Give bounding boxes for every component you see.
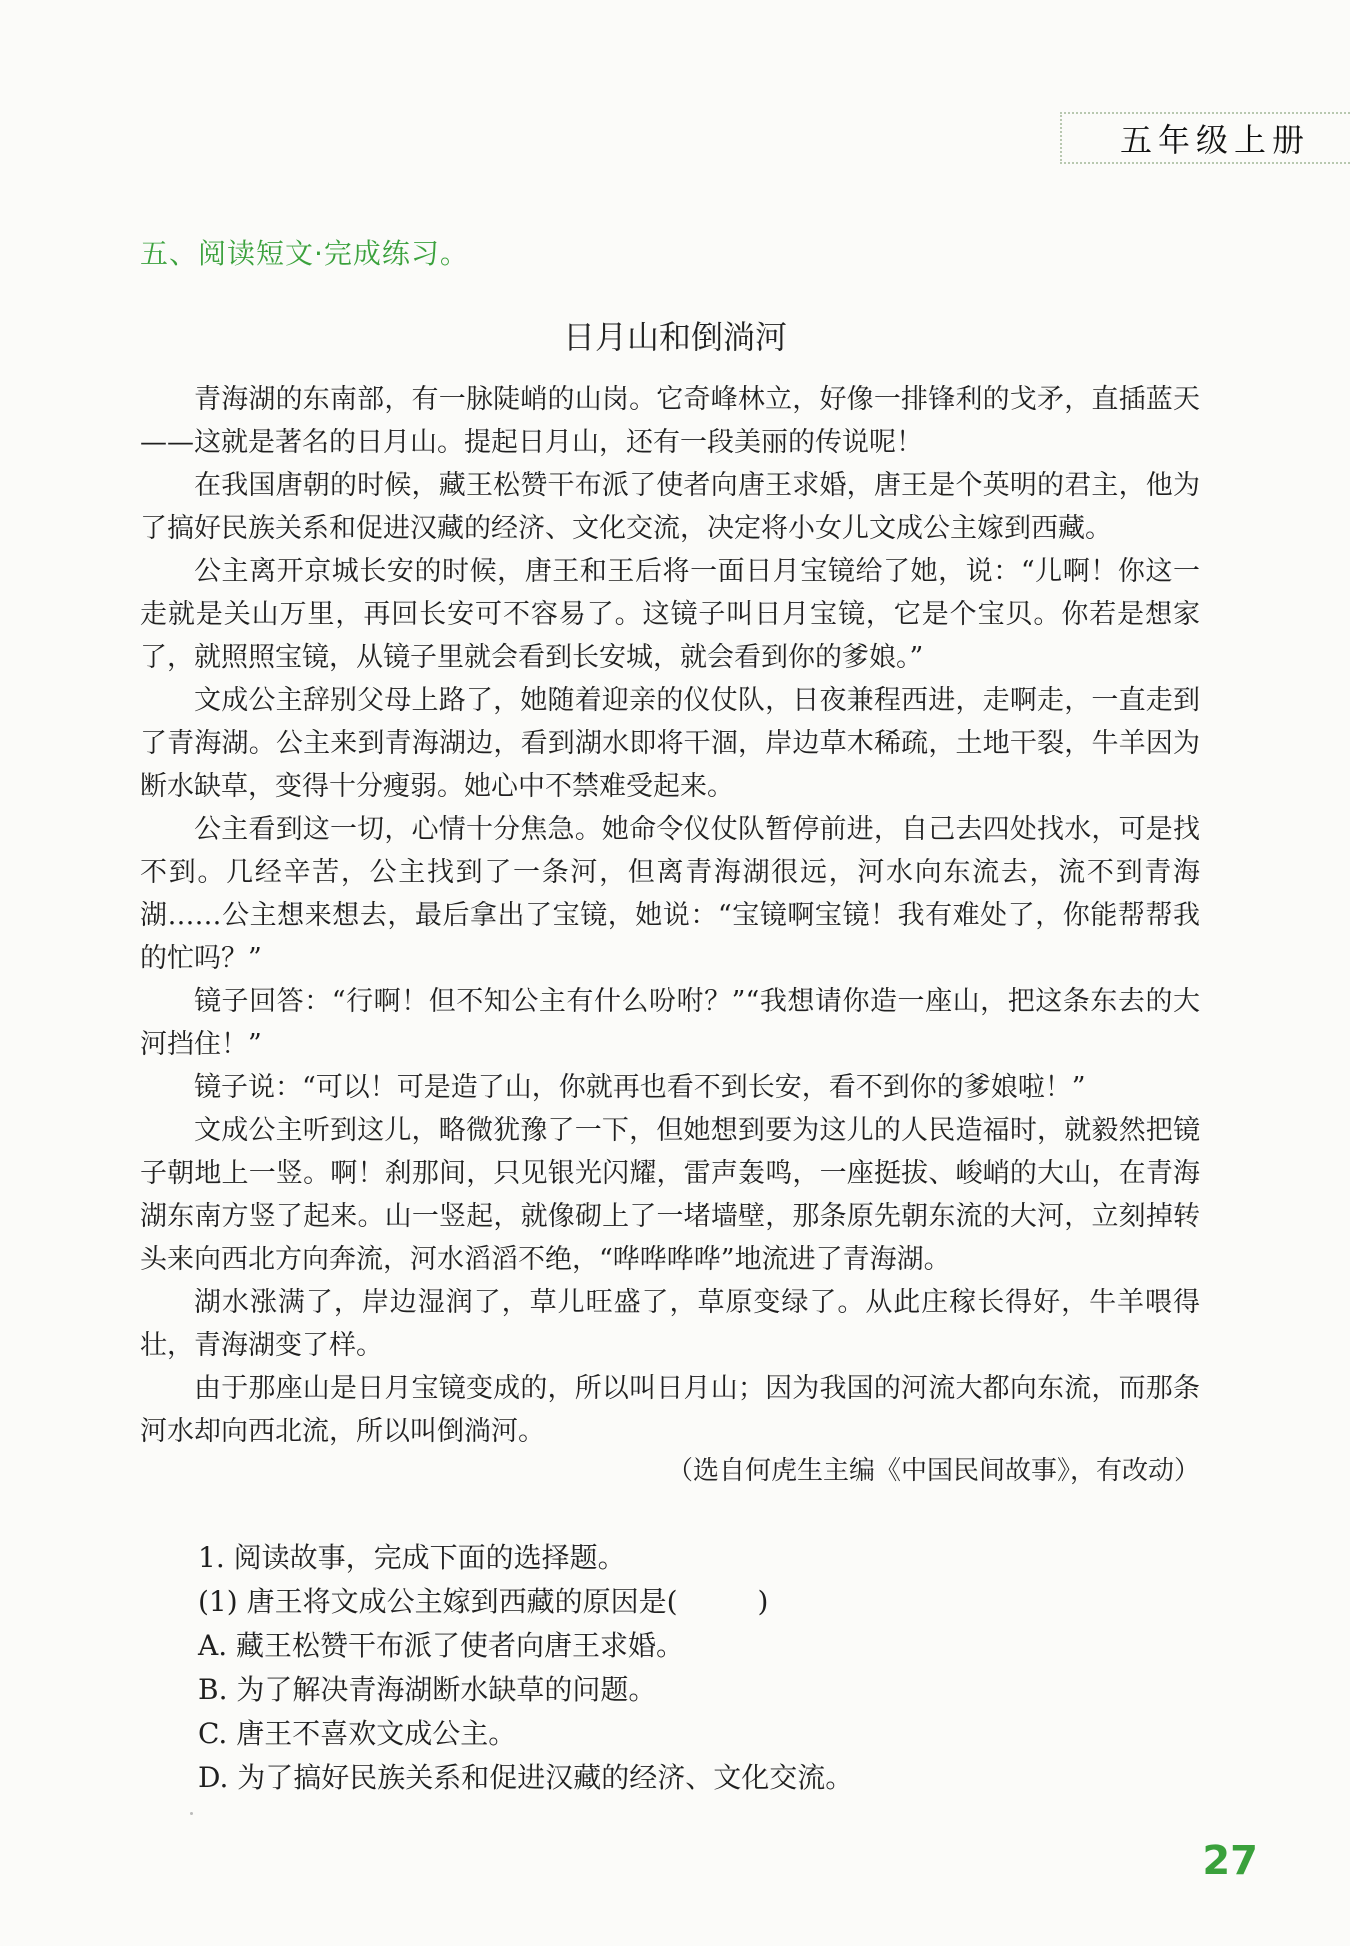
option-a: A. 藏王松赞干布派了使者向唐王求婚。 [198, 1629, 685, 1662]
story-paragraph: 镜子回答：“行啊！但不知公主有什么吩咐？”“我想请你造一座山，把这条东去的大河挡住！” [140, 986, 1200, 1060]
story-title: 日月山和倒淌河 [562, 318, 787, 356]
option-d: D. 为了搞好民族关系和促进汉藏的经济、文化交流。 [198, 1761, 854, 1794]
story-source: （选自何虎生主编《中国民间故事》，有改动） [666, 1456, 1200, 1486]
question-1: 1. 阅读故事，完成下面的选择题。 [198, 1541, 626, 1574]
section-title: 五、阅读短文·完成练习。 [140, 237, 469, 270]
story-paragraph: 文成公主听到这儿，略微犹豫了一下，但她想到要为这儿的人民造福时，就毅然把镜子朝地上一竖。啊！刹那间，只见银光闪耀，雷声轰鸣，一座挺拔、峻峭的大山，在青海湖东南方竖了起来。山一竖起，就像砌上了一堵墙壁，那条原先朝东流的大河，立刻掉转头来向西北方向奔流，河水滔滔不绝，“哗哗哗哗”地流进了青海湖。 [140, 1115, 1200, 1275]
story-paragraph: 青海湖的东南部，有一脉陡峭的山岗。它奇峰林立，好像一排锋利的戈矛，直插蓝天——这就是著名的日月山。提起日月山，还有一段美丽的传说呢！ [140, 384, 1200, 458]
question-1-1 [198, 1580, 1198, 1624]
story-paragraph: 文成公主辞别父母上路了，她随着迎亲的仪仗队，日夜兼程西进，走啊走，一直走到了青海湖。公主来到青海湖边，看到湖水即将干涸，岸边草木稀疏，土地干裂，牛羊因为断水缺草，变得十分瘦弱。她心中不禁难受起来。 [140, 685, 1200, 802]
grade-label: 五年级上册 [1060, 112, 1350, 164]
questions [198, 1536, 1198, 1800]
question-1-1-text: (1) 唐王将文成公主嫁到西藏的原因是( [198, 1585, 678, 1618]
option-b: B. 为了解决青海湖断水缺草的问题。 [198, 1673, 657, 1706]
story-paragraph: 由于那座山是日月宝镜变成的，所以叫日月山；因为我国的河流大都向东流，而那条河水却向西北流，所以叫倒淌河。 [140, 1373, 1200, 1447]
story-paragraph: 公主离开京城长安的时候，唐王和王后将一面日月宝镜给了她，说：“儿啊！你这一走就是关山万里，再回长安可不容易了。这镜子叫日月宝镜，它是个宝贝。你若是想家了，就照照宝镜，从镜子里就会看到长安城，就会看到你的爹娘。” [140, 556, 1200, 673]
story-paragraph: 在我国唐朝的时候，藏王松赞干布派了使者向唐王求婚，唐王是个英明的君主，他为了搞好民族关系和促进汉藏的经济、文化交流，决定将小女儿文成公主嫁到西藏。 [140, 470, 1200, 544]
story-paragraph: 湖水涨满了，岸边湿润了，草儿旺盛了，草原变绿了。从此庄稼长得好，牛羊喂得壮，青海湖变了样。 [140, 1287, 1200, 1361]
option-c: C. 唐王不喜欢文成公主。 [198, 1717, 517, 1750]
story-body [140, 378, 1200, 1453]
scan-dot [190, 1812, 193, 1815]
page-number: 27 [1202, 1838, 1258, 1884]
story-paragraph: 镜子说：“可以！可是造了山，你就再也看不到长安，看不到你的爹娘啦！” [194, 1072, 1086, 1103]
story-paragraph: 公主看到这一切，心情十分焦急。她命令仪仗队暂停前进，自己去四处找水，可是找不到。几经辛苦，公主找到了一条河，但离青海湖很远，河水向东流去，流不到青海湖……公主想来想去，最后拿出了宝镜，她说：“宝镜啊宝镜！我有难处了，你能帮帮我的忙吗？” [140, 814, 1200, 974]
question-1-1-close: ) [757, 1585, 769, 1618]
